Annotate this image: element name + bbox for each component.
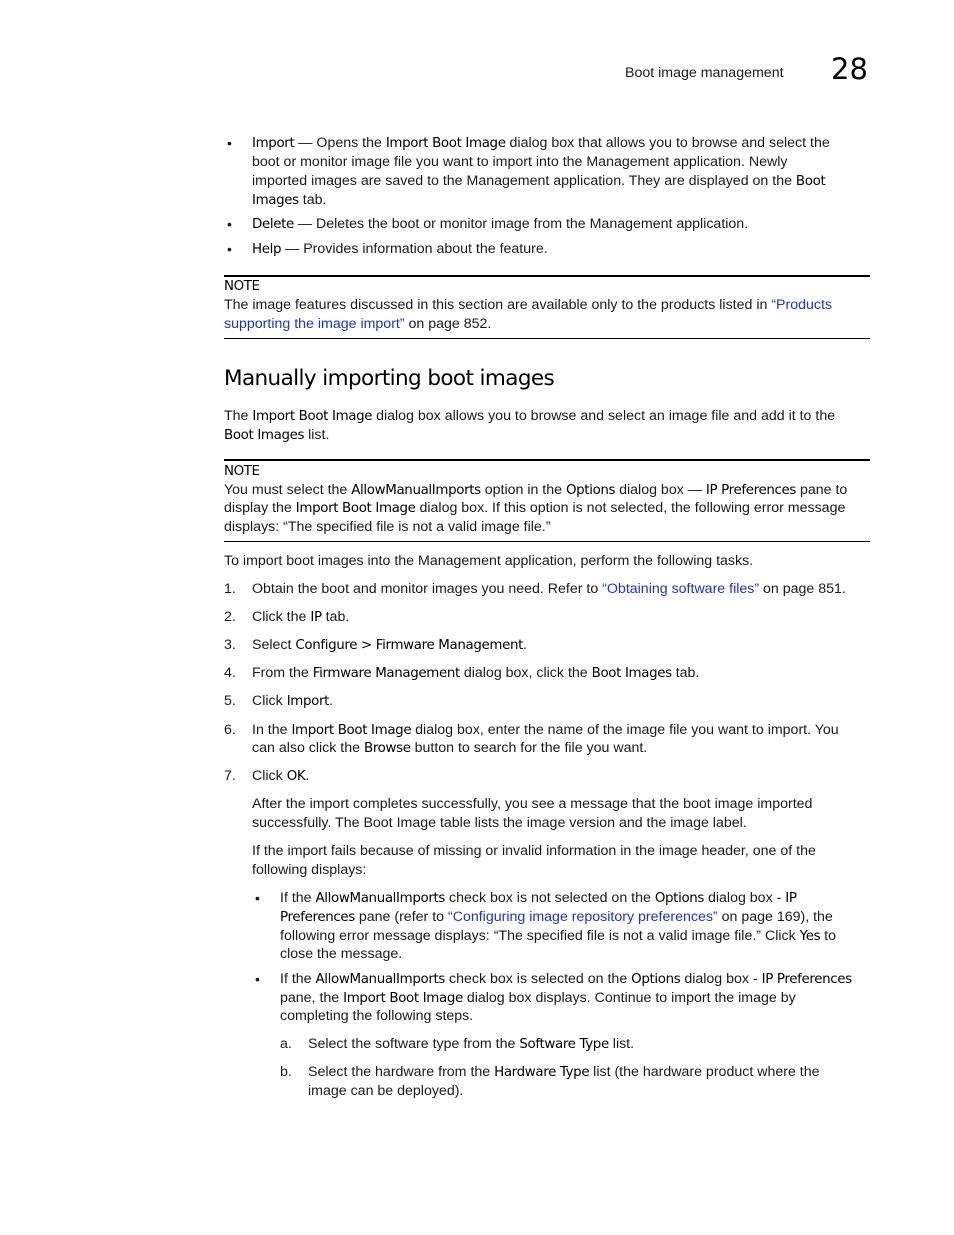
note-text-line2: supporting the image import” on page 852. (224, 316, 492, 332)
step-number: 4. (224, 665, 236, 681)
obtaining-software-link[interactable]: “Obtaining software files” (602, 581, 760, 597)
bullet-icon: • (227, 216, 232, 232)
bullet-import-line1: Import — Opens the Import Boot Image dialog box that allows you to browse and select the (252, 135, 830, 151)
step-7: Click OK. (252, 768, 310, 784)
letter-step-marker: a. (280, 1036, 292, 1052)
products-link-cont[interactable]: supporting the image import” (224, 316, 405, 332)
step-6-line1: In the Import Boot Image dialog box, enter the name of the image file you want to import. You (252, 722, 839, 738)
note-bottom-rule (224, 338, 870, 339)
letter-step-marker: b. (280, 1064, 292, 1080)
step-number: 7. (224, 768, 236, 784)
intro-line2: Boot Images list. (224, 427, 330, 443)
after-fail-line2: following displays: (252, 862, 367, 878)
bullet-import-line3: imported images are saved to the Management application. They are displayed on the Boot (252, 173, 826, 189)
bullet-icon: • (255, 890, 260, 906)
note2-top-rule (224, 459, 870, 461)
bullet-icon: • (255, 971, 260, 987)
step-6-line2: can also click the Browse button to search for the file you want. (252, 740, 648, 756)
sub-bullet-1-line2: Preferences pane (refer to “Configuring image repository preferences” on page 169), the (280, 909, 833, 925)
note-label: NOTE (224, 279, 260, 294)
step-5: Click Import. (252, 693, 333, 709)
bullet-help: Help — Provides information about the feature. (252, 241, 548, 257)
sub-bullet-1-line3: following error message displays: “The specified file is not a valid image file.” Click Yes to (280, 928, 836, 944)
bullet-import-line2: boot or monitor image file you want to import into the Management application. Newly (252, 154, 788, 170)
step-3: Select Configure > Firmware Management. (252, 637, 527, 653)
sub-bullet-2-line3: completing the following steps. (280, 1008, 474, 1024)
running-header-title: Boot image management (625, 65, 784, 81)
bullet-delete: Delete — Deletes the boot or monitor image from the Management application. (252, 216, 749, 232)
section-heading: Manually importing boot images (224, 366, 555, 391)
letter-step-b-line1: Select the hardware from the Hardware Type list (the hardware product where the (308, 1064, 820, 1080)
after-success-line1: After the import completes successfully, you see a message that the boot image imported (252, 796, 813, 812)
step-2: Click the IP tab. (252, 609, 350, 625)
step-number: 5. (224, 693, 236, 709)
letter-step-b-line2: image can be deployed). (308, 1083, 464, 1099)
after-success-line2: successfully. The Boot Image table lists the image version and the image label. (252, 815, 747, 831)
note2-line1: You must select the AllowManualImports option in the Options dialog box — IP Preferences pane to (224, 482, 848, 498)
bullet-icon: • (227, 241, 232, 257)
sub-bullet-2-line2: pane, the Import Boot Image dialog box displays. Continue to import the image by (280, 990, 796, 1006)
step-number: 2. (224, 609, 236, 625)
note2-bottom-rule (224, 541, 870, 542)
step-1: Obtain the boot and monitor images you need. Refer to “Obtaining software files” on page 851. (252, 581, 846, 597)
bullet-import-line4: Images tab. (252, 192, 327, 208)
note-top-rule (224, 275, 870, 277)
bullet-icon: • (227, 135, 232, 151)
configuring-repository-link[interactable]: “Configuring image repository preferences” (447, 909, 718, 925)
products-link[interactable]: “Products (771, 297, 833, 313)
step-4: From the Firmware Management dialog box, click the Boot Images tab. (252, 665, 700, 681)
step-number: 3. (224, 637, 236, 653)
note2-line3: displays: “The specified file is not a valid image file.” (224, 519, 551, 535)
sub-bullet-1-line4: close the message. (280, 946, 403, 962)
intro-line1: The Import Boot Image dialog box allows you to browse and select an image file and add it to the (224, 408, 836, 424)
tasks-intro: To import boot images into the Management application, perform the following tasks. (224, 553, 754, 569)
note2-line2: display the Import Boot Image dialog box. If this option is not selected, the following error message (224, 500, 846, 516)
step-number: 6. (224, 722, 236, 738)
note-text-line1: The image features discussed in this section are available only to the products listed in “Products (224, 297, 833, 313)
note2-label: NOTE (224, 464, 260, 479)
chapter-number: 28 (831, 52, 868, 86)
sub-bullet-2-line1: If the AllowManualImports check box is selected on the Options dialog box - IP Preferences (280, 971, 852, 987)
letter-step-a: Select the software type from the Software Type list. (308, 1036, 635, 1052)
after-fail-line1: If the import fails because of missing or invalid information in the image header, one of the (252, 843, 816, 859)
sub-bullet-1-line1: If the AllowManualImports check box is not selected on the Options dialog box - IP (280, 890, 797, 906)
step-number: 1. (224, 581, 236, 597)
